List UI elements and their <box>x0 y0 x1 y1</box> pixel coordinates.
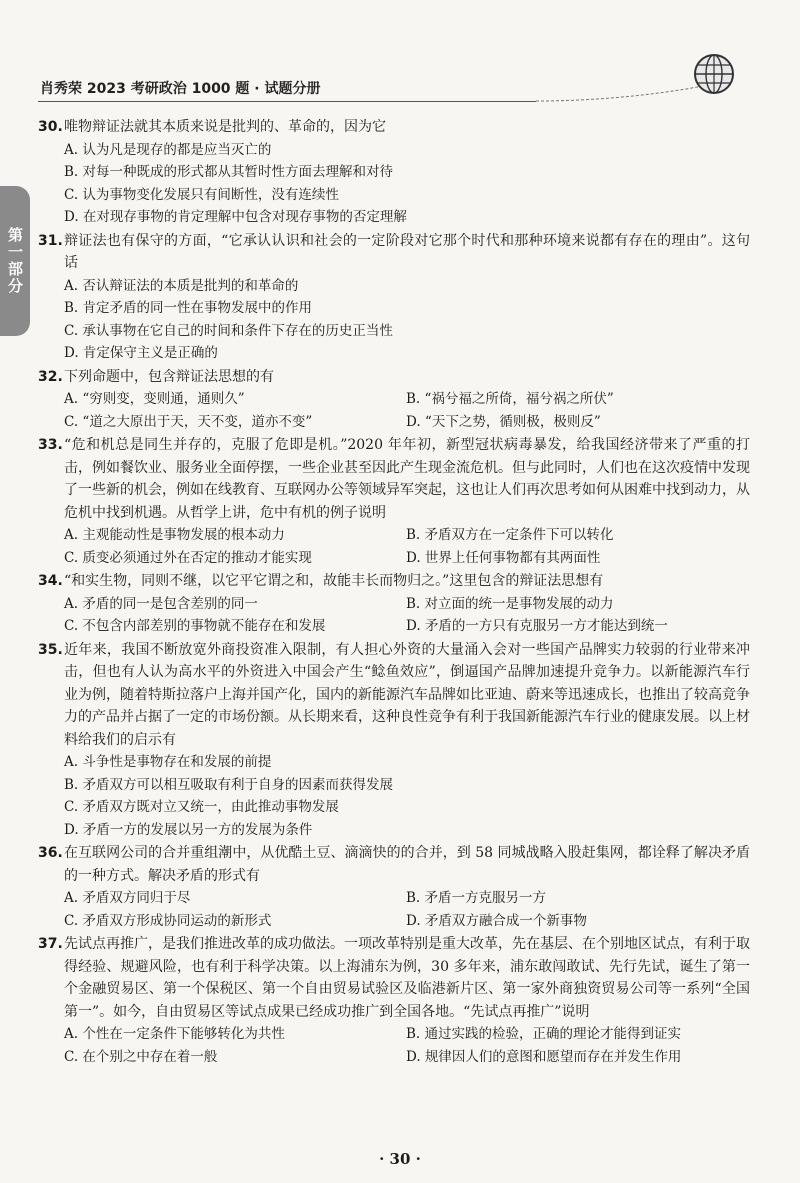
option-c: C. 质变必须通过外在否定的推动才能实现 <box>64 549 312 566</box>
option-b: B. 通过实践的检验，正确的理论才能得到证实 <box>406 1026 682 1042</box>
option-a: A. 认为凡是现存的都是应当灭亡的 <box>64 141 272 158</box>
question-31 <box>38 230 750 365</box>
page-header <box>38 72 738 108</box>
question-number: 30. <box>38 119 63 135</box>
question-35 <box>38 639 750 842</box>
question-37 <box>38 933 750 1068</box>
question-33 <box>38 434 750 569</box>
option-c: C. 不包含内部差别的事物就不能存在和发展 <box>64 618 326 634</box>
option-a: A. 主观能动性是事物发展的根本动力 <box>64 527 285 543</box>
option-d: D. 在对现存事物的肯定理解中包含对现存事物的否定理解 <box>64 209 407 225</box>
option-b: B. “祸兮福之所倚，福兮祸之所伏” <box>406 391 614 407</box>
page-number: · 30 · <box>379 1150 421 1168</box>
header-rule <box>38 101 536 102</box>
question-stem: “和实生物，同则不继，以它平它谓之和，故能丰长而物归之。”这里包含的辩证法思想有 <box>64 573 604 589</box>
option-b: B. 矛盾双方可以相互吸取有利于自身的因素而获得发展 <box>64 776 394 793</box>
question-number: 34. <box>38 573 63 589</box>
option-a: A. 矛盾的同一是包含差别的同一 <box>64 595 258 612</box>
option-a: A. 个性在一定条件下能够转化为共性 <box>64 1026 285 1042</box>
section-side-tab <box>0 186 30 336</box>
question-36 <box>38 842 750 932</box>
question-32 <box>38 366 750 434</box>
question-number: 32. <box>38 368 63 385</box>
option-a: A. 矛盾双方同归于尽 <box>64 890 191 906</box>
question-30 <box>38 116 750 229</box>
option-d: D. 矛盾的一方只有克服另一方才能达到统一 <box>406 618 668 634</box>
header-dashed-curve <box>536 82 716 102</box>
option-b: B. 矛盾双方在一定条件下可以转化 <box>406 527 614 543</box>
question-list <box>38 116 750 1069</box>
option-c: C. “道之大原出于天，天不变，道亦不变” <box>64 413 313 430</box>
option-c: C. 在个别之中存在着一般 <box>64 1048 218 1065</box>
question-number: 31. <box>38 232 63 249</box>
option-d: D. 规律因人们的意图和愿望而存在并发生作用 <box>406 1048 682 1065</box>
question-number: 33. <box>38 437 63 453</box>
question-34 <box>38 570 750 638</box>
question-stem: 唯物辩证法就其本质来说是批判的、革命的，因为它 <box>64 119 386 135</box>
option-c: C. 矛盾双方形成协同运动的新形式 <box>64 912 272 929</box>
option-b: B. 对立面的统一是事物发展的动力 <box>406 595 614 612</box>
option-c: C. 矛盾双方既对立又统一，由此推动事物发展 <box>64 799 339 815</box>
question-stem: 辩证法也有保守的方面，“它承认认识和社会的一定阶段对它那个时代和那种环境来说都有存在的理由”。这句话 <box>64 232 750 271</box>
option-c: C. 承认事物在它自己的时间和条件下存在的历史正当性 <box>64 322 393 339</box>
globe-icon <box>692 52 736 96</box>
option-b: B. 矛盾一方克服另一方 <box>406 890 547 906</box>
option-a: A. “穷则变，变则通，通则久” <box>64 391 245 407</box>
option-d: D. 肯定保守主义是正确的 <box>64 345 218 361</box>
section-side-tab-label: 第一部分 <box>6 227 24 295</box>
option-a: A. 否认辩证法的本质是批判的和革命的 <box>64 277 299 294</box>
question-number: 37. <box>38 936 63 952</box>
header-title: 肖秀荣 2023 考研政治 1000 题 · 试题分册 <box>40 81 321 97</box>
question-stem: 近年来，我国不断放宽外商投资准入限制，有人担心外资的大量涌入会对一些国产品牌实力较弱的行业带来冲击，但也有人认为高水平的外资进入中国会产生“鲶鱼效应”，倒逼国产品牌加速提升竞争力。以新能源汽车行业为例，随着特斯拉落户上海并国产化，国内的新能源汽车品牌如比亚迪、蔚来等迅速成长，也推出了较高竞争力的产品并占据了一定的市场份额。从长期来看，这种良性竞争有利于我国新能源汽车行业的健康发展。以上材料给我们的启示有 <box>64 641 750 748</box>
question-stem: “危和机总是同生并存的，克服了危即是机。”2020 年年初，新型冠状病毒暴发，给我国经济带来了严重的打击，例如餐饮业、服务业全面停摆，一些企业甚至因此产生现金流危机。但与此同时，人们也在这次疫情中发现了一些新的机会，例如在线教育、互联网办公等领域异军突起，这也让人们再次思考如何从困难中找到动力，从危机中找到机遇。从哲学上讲，危中有机的例子说明 <box>64 437 750 521</box>
option-c: C. 认为事物变化发展只有间断性，没有连续性 <box>64 186 339 203</box>
question-stem: 下列命题中，包含辩证法思想的有 <box>64 368 274 385</box>
question-number: 36. <box>38 845 63 861</box>
option-a: A. 斗争性是事物存在和发展的前提 <box>64 754 272 770</box>
option-d: D. 矛盾双方融合成一个新事物 <box>406 912 587 929</box>
question-stem: 先试点再推广，是我们推进改革的成功做法。一项改革特别是重大改革，先在基层、在个别地区试点，有利于取得经验、规避风险，也有利于科学决策。以上海浦东为例，30 多年来，浦东敢闯敢试、先行先试，诞生了第一个金融贸易区、第一个保税区、第一个自由贸易试验区及临港新片区、第一家外商独资贸易公司等一系列“全国第一”。如今，自由贸易区等试点成果已经成功推广到全国各地。“先试点再推广”说明 <box>64 936 750 1020</box>
option-d: D. 矛盾一方的发展以另一方的发展为条件 <box>64 821 313 838</box>
question-number: 35. <box>38 641 63 658</box>
option-d: D. 世界上任何事物都有其两面性 <box>406 549 601 566</box>
question-stem: 在互联网公司的合并重组潮中，从优酷土豆、滴滴快的的合并，到 58 同城战略入股赶集网，都诠释了解决矛盾的一种方式。解决矛盾的形式有 <box>64 845 750 884</box>
option-b: B. 肯定矛盾的同一性在事物发展中的作用 <box>64 300 313 316</box>
option-b: B. 对每一种既成的形式都从其暂时性方面去理解和对待 <box>64 164 394 180</box>
option-d: D. “天下之势，循则极，极则反” <box>406 413 601 430</box>
